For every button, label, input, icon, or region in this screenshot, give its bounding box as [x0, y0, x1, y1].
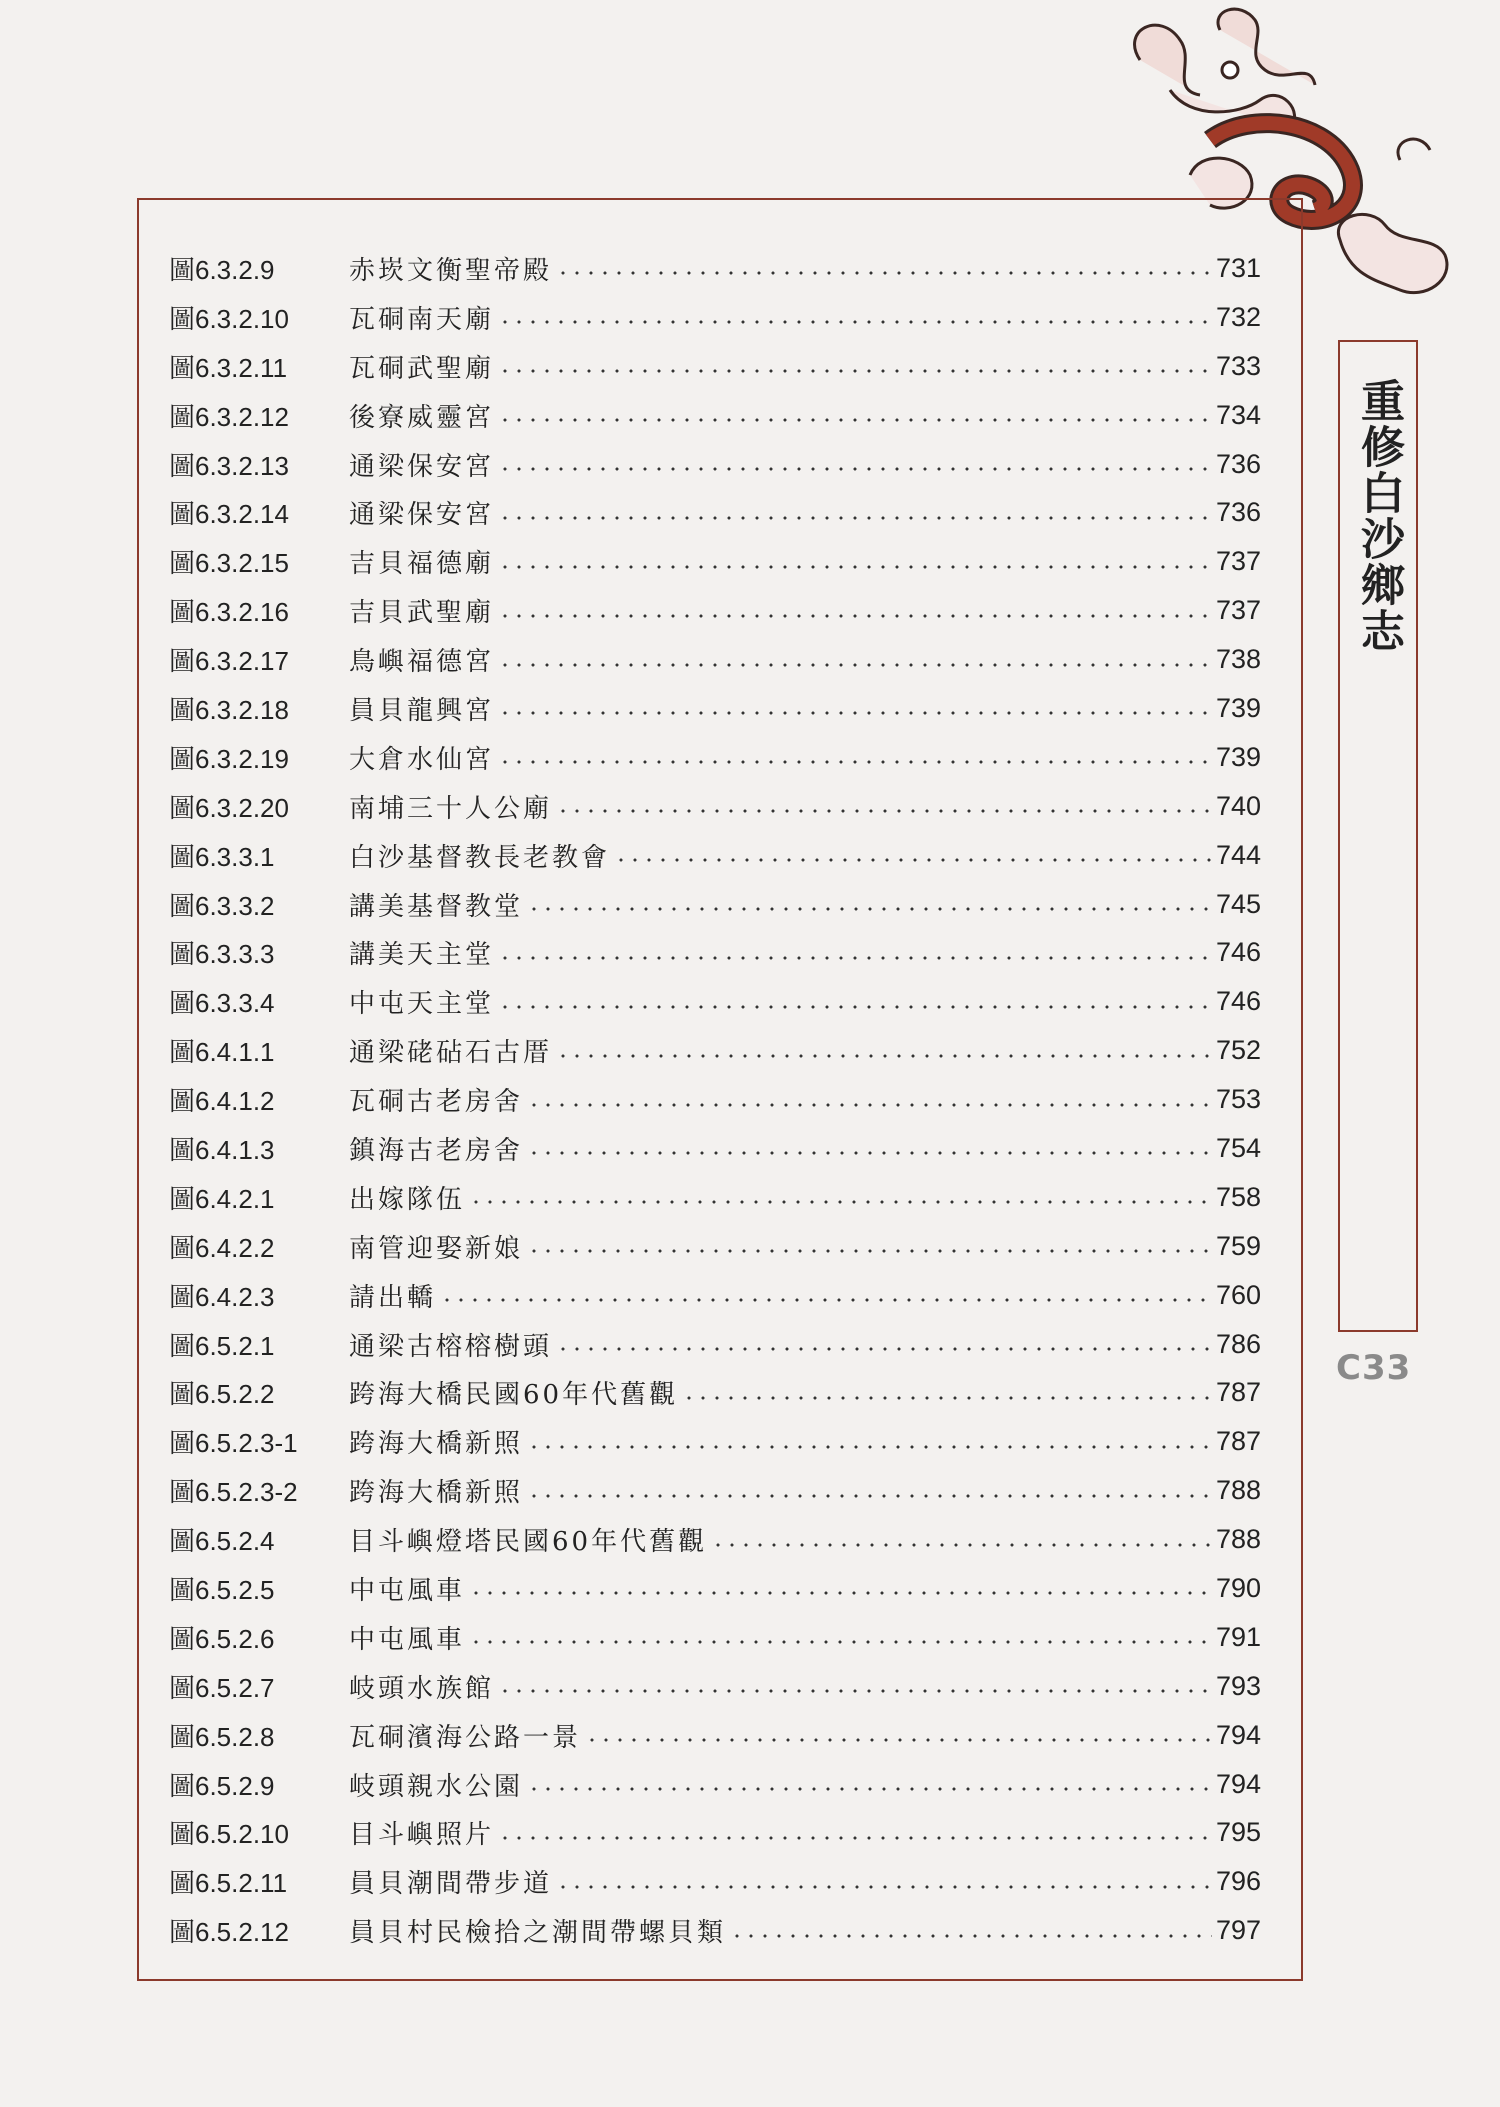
toc-list — [169, 244, 1261, 1955]
toc-dot-leader — [556, 809, 1212, 813]
toc-row — [169, 1515, 1261, 1564]
toc-row — [169, 635, 1261, 684]
toc-figure-title: 瓦硐武聖廟 — [349, 353, 495, 384]
toc-page-number: 737 — [1215, 595, 1261, 626]
toc-page-number: 788 — [1215, 1524, 1261, 1555]
toc-figure-code: 圖6.3.3.1 — [169, 841, 275, 872]
toc-row — [169, 1368, 1261, 1417]
toc-page-number: 733 — [1215, 350, 1261, 381]
toc-figure-title: 瓦硐古老房舍 — [349, 1087, 524, 1118]
toc-dot-leader — [498, 320, 1212, 324]
toc-figure-code: 圖6.3.2.19 — [169, 743, 289, 774]
toc-figure-title: 請出轎 — [349, 1282, 437, 1313]
toc-row — [169, 537, 1261, 586]
toc-dot-leader — [730, 1934, 1212, 1938]
toc-dot-leader — [527, 1103, 1212, 1107]
toc-page-number: 737 — [1215, 546, 1261, 577]
toc-figure-code: 圖6.3.2.9 — [169, 254, 275, 285]
toc-figure-code: 圖6.5.2.3-2 — [169, 1477, 298, 1508]
toc-row — [169, 391, 1261, 440]
toc-page-number: 740 — [1215, 790, 1261, 821]
toc-row — [169, 1124, 1261, 1173]
toc-row — [169, 244, 1261, 293]
toc-page-number: 795 — [1215, 1817, 1261, 1848]
toc-figure-code: 圖6.3.2.11 — [169, 352, 288, 383]
toc-dot-leader — [527, 907, 1212, 911]
toc-figure-code: 圖6.5.2.10 — [169, 1819, 289, 1850]
toc-figure-code: 圖6.4.1.2 — [169, 1086, 275, 1117]
toc-figure-title: 吉貝武聖廟 — [349, 598, 495, 629]
toc-figure-code: 圖6.5.2.4 — [169, 1526, 275, 1557]
side-title: 重修白沙鄉志 — [1353, 378, 1404, 654]
toc-figure-code: 圖6.5.2.2 — [169, 1379, 275, 1410]
toc-page-number: 754 — [1215, 1132, 1261, 1163]
toc-figure-code: 圖6.5.2.12 — [169, 1917, 289, 1948]
toc-page-number: 746 — [1215, 937, 1261, 968]
toc-figure-code: 圖6.5.2.7 — [169, 1672, 275, 1703]
toc-page-number: 791 — [1215, 1621, 1261, 1652]
toc-page-number: 793 — [1215, 1670, 1261, 1701]
toc-row — [169, 1320, 1261, 1369]
toc-row — [169, 293, 1261, 342]
toc-page-number: 787 — [1215, 1377, 1261, 1408]
toc-figure-title: 南管迎娶新娘 — [349, 1233, 524, 1264]
toc-row — [169, 880, 1261, 929]
toc-figure-title: 員貝潮間帶步道 — [349, 1869, 553, 1900]
toc-figure-title: 後寮威靈宮 — [349, 402, 495, 433]
toc-row — [169, 1271, 1261, 1320]
toc-figure-code: 圖6.4.2.2 — [169, 1232, 275, 1263]
toc-row — [169, 586, 1261, 635]
toc-figure-code: 圖6.4.1.3 — [169, 1134, 275, 1165]
toc-dot-leader — [498, 1836, 1212, 1840]
toc-figure-title: 鎮海古老房舍 — [349, 1135, 524, 1166]
toc-row — [169, 977, 1261, 1026]
toc-row — [169, 1857, 1261, 1906]
toc-page-number: 758 — [1215, 1181, 1261, 1212]
toc-row — [169, 1075, 1261, 1124]
toc-figure-code: 圖6.5.2.1 — [169, 1330, 275, 1361]
toc-page-number: 788 — [1215, 1475, 1261, 1506]
toc-figure-code: 圖6.5.2.5 — [169, 1574, 275, 1605]
toc-figure-title: 中屯風車 — [349, 1575, 466, 1606]
toc-page-number: 739 — [1215, 692, 1261, 723]
toc-row — [169, 1564, 1261, 1613]
toc-figure-title: 通梁保安宮 — [349, 500, 495, 531]
toc-page-number: 731 — [1215, 252, 1261, 283]
toc-page-number: 787 — [1215, 1426, 1261, 1457]
toc-figure-title: 跨海大橋新照 — [349, 1429, 524, 1460]
toc-row — [169, 928, 1261, 977]
toc-dot-leader — [469, 1591, 1212, 1595]
toc-page-number: 744 — [1215, 839, 1261, 870]
toc-row — [169, 1026, 1261, 1075]
toc-figure-title: 瓦硐南天廟 — [349, 304, 495, 335]
toc-figure-title: 出嫁隊伍 — [349, 1184, 466, 1215]
toc-row — [169, 1222, 1261, 1271]
toc-page-number: 752 — [1215, 1035, 1261, 1066]
toc-row — [169, 1760, 1261, 1809]
toc-dot-leader — [556, 271, 1212, 275]
toc-figure-title: 中屯風車 — [349, 1624, 466, 1655]
toc-figure-code: 圖6.3.3.3 — [169, 939, 275, 970]
toc-page-number: 797 — [1215, 1915, 1261, 1946]
toc-dot-leader — [498, 565, 1212, 569]
toc-figure-code: 圖6.3.2.17 — [169, 646, 289, 677]
toc-figure-code: 圖6.3.2.20 — [169, 792, 289, 823]
toc-row — [169, 1662, 1261, 1711]
toc-page-number: 746 — [1215, 986, 1261, 1017]
toc-row — [169, 1711, 1261, 1760]
toc-page-number: 786 — [1215, 1328, 1261, 1359]
toc-row — [169, 782, 1261, 831]
toc-figure-title: 通梁保安宮 — [349, 451, 495, 482]
toc-figure-code: 圖6.3.3.4 — [169, 988, 275, 1019]
toc-dot-leader — [527, 1787, 1212, 1791]
toc-dot-leader — [527, 1494, 1212, 1498]
toc-figure-title: 跨海大橋民國60年代舊觀 — [349, 1380, 679, 1411]
toc-figure-title: 南埔三十人公廟 — [349, 793, 553, 824]
toc-page-number: 790 — [1215, 1572, 1261, 1603]
toc-figure-title: 鳥嶼福德宮 — [349, 647, 495, 678]
toc-page-number: 796 — [1215, 1866, 1261, 1897]
toc-figure-title: 岐頭親水公園 — [349, 1771, 524, 1802]
toc-page-number: 745 — [1215, 888, 1261, 919]
toc-figure-code: 圖6.3.2.15 — [169, 548, 289, 579]
toc-figure-code: 圖6.3.3.2 — [169, 890, 275, 921]
toc-figure-code: 圖6.5.2.6 — [169, 1623, 275, 1654]
toc-figure-code: 圖6.4.2.3 — [169, 1281, 275, 1312]
toc-figure-title: 赤崁文衡聖帝殿 — [349, 255, 553, 286]
toc-figure-code: 圖6.5.2.11 — [169, 1868, 288, 1899]
toc-row — [169, 342, 1261, 391]
toc-page-number: 734 — [1215, 399, 1261, 430]
toc-dot-leader — [498, 467, 1212, 471]
toc-row — [169, 1906, 1261, 1955]
toc-dot-leader — [440, 1298, 1212, 1302]
toc-page-number: 736 — [1215, 497, 1261, 528]
toc-figure-code: 圖6.4.1.1 — [169, 1037, 275, 1068]
toc-figure-code: 圖6.3.2.13 — [169, 450, 289, 481]
toc-page-number: 753 — [1215, 1084, 1261, 1115]
toc-figure-title: 講美天主堂 — [349, 940, 495, 971]
toc-row — [169, 1417, 1261, 1466]
toc-figure-title: 通梁硓砧石古厝 — [349, 1038, 553, 1069]
toc-frame — [137, 198, 1303, 1981]
toc-page-number: 760 — [1215, 1279, 1261, 1310]
toc-dot-leader — [682, 1396, 1212, 1400]
toc-figure-title: 通梁古榕榕樹頭 — [349, 1331, 553, 1362]
toc-figure-title: 吉貝福德廟 — [349, 549, 495, 580]
toc-figure-title: 岐頭水族館 — [349, 1673, 495, 1704]
toc-dot-leader — [469, 1200, 1212, 1204]
toc-figure-title: 大倉水仙宮 — [349, 744, 495, 775]
toc-row — [169, 684, 1261, 733]
toc-dot-leader — [498, 1689, 1212, 1693]
toc-dot-leader — [527, 1249, 1212, 1253]
toc-figure-code: 圖6.4.2.1 — [169, 1183, 275, 1214]
toc-figure-title: 員貝龍興宮 — [349, 695, 495, 726]
toc-dot-leader — [711, 1543, 1212, 1547]
toc-dot-leader — [614, 858, 1212, 862]
toc-row — [169, 1613, 1261, 1662]
toc-dot-leader — [498, 956, 1212, 960]
toc-page-number: 759 — [1215, 1230, 1261, 1261]
toc-row — [169, 488, 1261, 537]
toc-figure-code: 圖6.3.2.10 — [169, 303, 289, 334]
toc-figure-code: 圖6.5.2.8 — [169, 1721, 275, 1752]
toc-page-number: 794 — [1215, 1719, 1261, 1750]
toc-dot-leader — [498, 418, 1212, 422]
toc-dot-leader — [498, 1005, 1212, 1009]
toc-figure-title: 中屯天主堂 — [349, 989, 495, 1020]
toc-page-number: 738 — [1215, 644, 1261, 675]
toc-dot-leader — [556, 1885, 1212, 1889]
toc-figure-title: 講美基督教堂 — [349, 891, 524, 922]
toc-dot-leader — [498, 760, 1212, 764]
toc-dot-leader — [498, 369, 1212, 373]
toc-figure-title: 白沙基督教長老教會 — [349, 842, 611, 873]
toc-figure-title: 跨海大橋新照 — [349, 1478, 524, 1509]
toc-row — [169, 1466, 1261, 1515]
toc-page-number: 739 — [1215, 741, 1261, 772]
toc-figure-code: 圖6.3.2.18 — [169, 694, 289, 725]
toc-page-number: 736 — [1215, 448, 1261, 479]
toc-page-number: 794 — [1215, 1768, 1261, 1799]
toc-dot-leader — [498, 614, 1212, 618]
toc-row — [169, 440, 1261, 489]
toc-dot-leader — [527, 1151, 1212, 1155]
toc-figure-title: 瓦硐濱海公路一景 — [349, 1722, 582, 1753]
toc-dot-leader — [527, 1445, 1212, 1449]
toc-dot-leader — [556, 1054, 1212, 1058]
toc-dot-leader — [556, 1347, 1212, 1351]
toc-row — [169, 1809, 1261, 1858]
toc-row — [169, 831, 1261, 880]
toc-figure-title: 目斗嶼燈塔民國60年代舊觀 — [349, 1527, 708, 1558]
toc-page-number: 732 — [1215, 301, 1261, 332]
toc-figure-code: 圖6.3.2.16 — [169, 597, 289, 628]
toc-dot-leader — [585, 1738, 1212, 1742]
toc-row — [169, 733, 1261, 782]
toc-figure-code: 圖6.3.2.14 — [169, 499, 289, 530]
toc-figure-title: 員貝村民檢拾之潮間帶螺貝類 — [349, 1918, 727, 1949]
toc-dot-leader — [498, 516, 1212, 520]
toc-dot-leader — [498, 711, 1212, 715]
toc-dot-leader — [498, 663, 1212, 667]
toc-figure-code: 圖6.5.2.3-1 — [169, 1428, 298, 1459]
toc-figure-title: 目斗嶼照片 — [349, 1820, 495, 1851]
toc-figure-code: 圖6.3.2.12 — [169, 401, 289, 432]
toc-row — [169, 1173, 1261, 1222]
toc-dot-leader — [469, 1640, 1212, 1644]
toc-figure-code: 圖6.5.2.9 — [169, 1770, 275, 1801]
page-number: C33 — [1336, 1348, 1412, 1388]
